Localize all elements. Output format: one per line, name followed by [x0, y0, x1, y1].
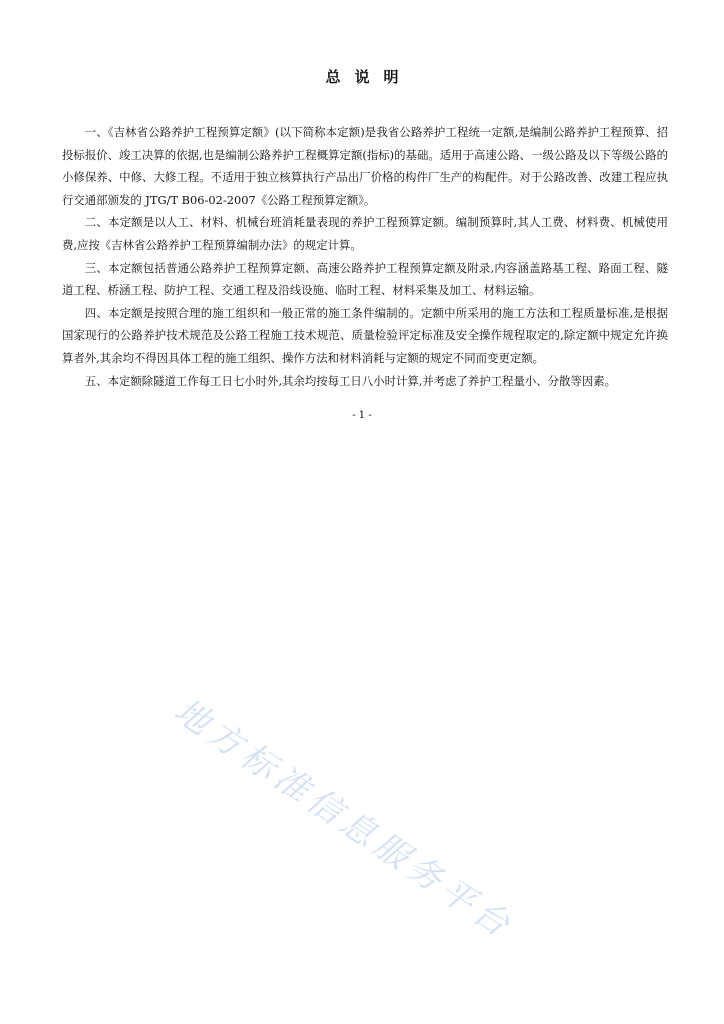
paragraph-4: 四、本定额是按照合理的施工组织和一般正常的施工条件编制的。定额中所采用的施工方法和工程质量标准,是根据国家现行的公路养护技术规范及公路工程施工技术规范、质量检验评定标准及安全操作规程取定的,除定额中规定允许换算者外,其余均不得因具体工程的施工组织、操作方法和材料消耗与定额的规定不同而变更定额。 — [62, 305, 668, 365]
paragraph-1: 一、《吉林省公路养护工程预算定额》(以下简称本定额)是我省公路养护工程统一定额,是编制公路养护工程预算、招投标报价、竣工决算的依据,也是编制公路养护工程概算定额(指标)的基础。适用于高速公路、一级公路及以下等级公路的小修保养、中修、大修工程。不适用于独立核算执行产品出厂价格的构件厂生产的构配件。对于公路改善、改建工程应执行交通部颁发的 JTG/T B06-02-2007《公路工程预算定额》。 — [62, 125, 668, 207]
document-body — [62, 121, 668, 392]
paragraph-3: 三、本定额包括普通公路养护工程预算定额、高速公路养护工程预算定额及附录,内容涵盖路基工程、路面工程、隧道工程、桥涵工程、防护工程、交通工程及沿线设施、临时工程、材料采集及加工、材料运输。 — [62, 260, 668, 298]
page-title: 总说明 — [325, 68, 413, 86]
page-number: - 1 - — [352, 410, 372, 421]
watermark: 地方标准信息服务平台 — [166, 690, 521, 948]
paragraph-5: 五、本定额除隧道工作每工日七小时外,其余均按每工日八小时计算,并考虑了养护工程量小、分散等因素。 — [84, 373, 617, 388]
paragraph-2: 二、本定额是以人工、材料、机械台班消耗量表现的养护工程预算定额。编制预算时,其人工费、材料费、机械使用费,应按《吉林省公路养护工程预算编制办法》的规定计算。 — [62, 215, 668, 252]
